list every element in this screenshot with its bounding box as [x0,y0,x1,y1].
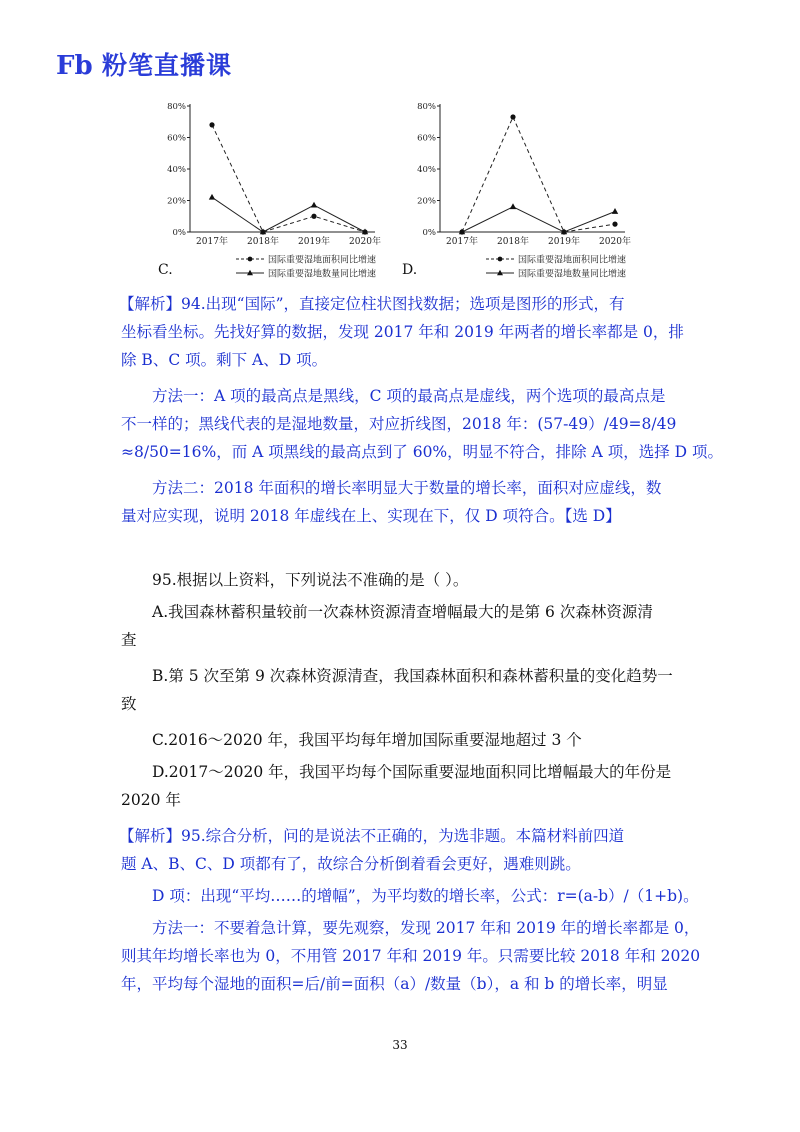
y-tick-label: 60% [417,133,436,144]
legend-label: 国际重要湿地数量同比增速 [268,269,377,280]
data-point [612,222,617,227]
text-line: 除 B、C 项。剩下 A、D 项。 [121,351,328,369]
data-point [209,194,215,200]
text-line: 2020 年 [121,791,181,809]
series-line [212,197,365,232]
chart-option-d [410,98,660,288]
y-tick-label: 80% [167,102,186,112]
x-tick-label: 2020年 [599,237,631,247]
data-point [510,114,515,119]
y-tick-label: 20% [167,196,186,207]
text-line: 查 [121,631,137,649]
data-point [311,202,317,208]
text-line: 题 A、B、C、D 项都有了，故综合分析倒着看会更好，遇难则跳。 [121,855,581,873]
text-line: 方法一：A 项的最高点是黑线，C 项的最高点是虚线，两个选项的最高点是 [152,387,666,405]
text-line: 【解析】95.综合分析，问的是说法不正确的，为选非题。本篇材料前四道 [119,827,625,845]
x-tick-label: 2018年 [497,237,529,247]
y-tick-label: 80% [417,102,436,112]
x-tick-label: 2018年 [247,237,279,247]
text-line: A.我国森林蓄积量较前一次森林资源清查增幅最大的是第 6 次森林资源清 [152,603,653,621]
data-point [209,122,214,127]
legend-marker [248,257,253,262]
text-line: 量对应实现，说明 2018 年虚线在上、实现在下，仅 D 项符合。【选 D】 [121,507,621,525]
series-line [212,125,365,232]
text-line: 95.根据以上资料，下列说法不准确的是（ ）。 [152,571,469,589]
text-line: 方法二：2018 年面积的增长率明显大于数量的增长率，面积对应虚线，数 [152,479,662,497]
brand-name: 粉笔直播课 [102,51,233,80]
text-line: C.2016～2020 年，我国平均每年增加国际重要湿地超过 3 个 [152,731,582,749]
text-line: ≈8/50=16%，而 A 项黑线的最高点到了 60%，明显不符合，排除 A 项，选择 D 项。 [121,443,723,461]
chart-option-c [160,98,400,288]
x-tick-label: 2020年 [349,237,381,247]
text-line: 年，平均每个湿地的面积=后/前=面积（a）/数量（b），a 和 b 的增长率，明显 [121,975,668,993]
text-line: 致 [121,695,137,713]
text-line: B.第 5 次至第 9 次森林资源清查，我国森林面积和森林蓄积量的变化趋势一 [152,667,673,685]
y-tick-label: 0% [422,228,436,238]
text-line: D.2017～2020 年，我国平均每个国际重要湿地面积同比增幅最大的年份是 [152,763,672,781]
text-line: 【解析】94.出现“国际”，直接定位柱状图找数据；选项是图形的形式，有 [119,295,625,313]
text-line: D 项：出现“平均……的增幅”，为平均数的增长率，公式：r=(a-b）/（1+b)。 [152,887,699,905]
legend-label: 国际重要湿地数量同比增速 [518,269,627,280]
legend-marker [498,257,503,262]
text-line: 方法一：不要着急计算，要先观察，发现 2017 年和 2019 年的增长率都是 0， [152,919,700,937]
text-line: 则其年均增长率也为 0，不用管 2017 年和 2019 年。只需要比较 2018 年和 2020 [121,947,701,965]
series-line [462,207,615,232]
text-line: 坐标看坐标。先找好算的数据，发现 2017 年和 2019 年两者的增长率都是 0，排 [121,323,684,341]
data-point [311,214,316,219]
legend-label: 国际重要湿地面积同比增速 [518,255,627,266]
text-line: 不一样的；黑线代表的是湿地数量，对应折线图，2018 年：(57-49）/49=8/49 [121,415,677,433]
x-tick-label: 2017年 [446,237,478,247]
legend-label: 国际重要湿地面积同比增速 [268,255,377,266]
y-tick-label: 40% [417,165,436,175]
option-c-label: C. [158,262,173,278]
x-tick-label: 2019年 [298,237,330,247]
y-tick-label: 60% [167,133,186,144]
x-tick-label: 2019年 [548,237,580,247]
x-tick-label: 2017年 [196,237,228,247]
y-tick-label: 20% [417,196,436,207]
data-point [612,208,618,214]
y-tick-label: 40% [167,165,186,175]
data-point [510,203,516,209]
logo-letters: Fb [56,51,93,78]
series-line [462,117,615,232]
option-d-label: D. [402,262,418,278]
fb-logo-icon [56,50,96,78]
fenbi-logo [56,46,232,82]
page-number: 33 [392,1038,408,1052]
y-tick-label: 0% [172,228,186,238]
